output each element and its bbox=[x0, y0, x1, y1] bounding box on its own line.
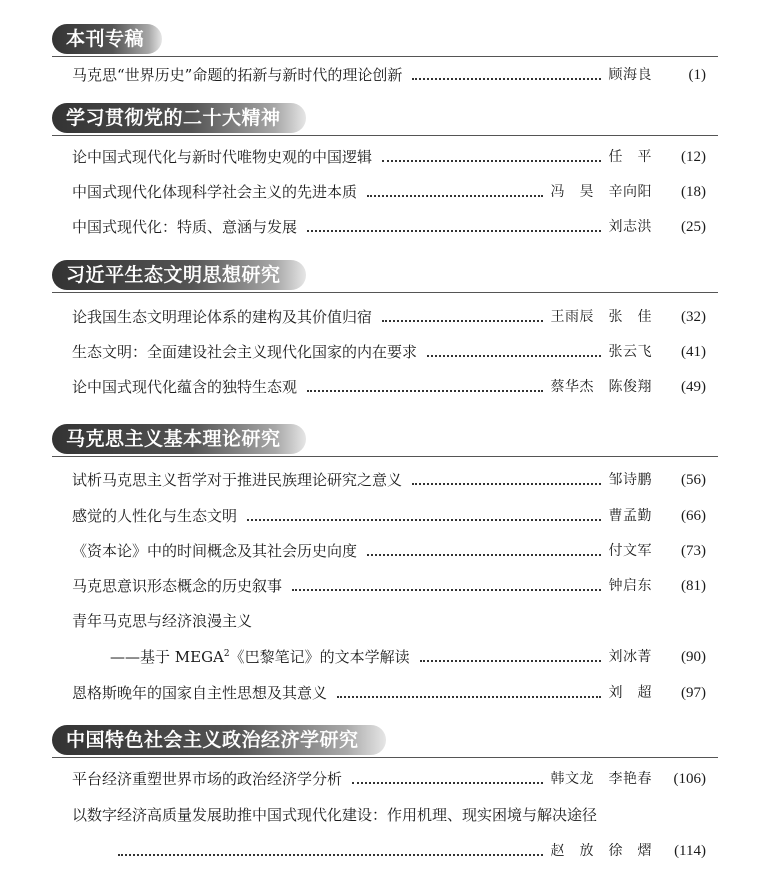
section-divider bbox=[52, 757, 718, 758]
dot-leader bbox=[412, 78, 600, 80]
dot-leader bbox=[307, 390, 542, 392]
dot-leader bbox=[307, 230, 600, 232]
toc-entry[interactable] bbox=[72, 682, 706, 704]
toc-entry[interactable] bbox=[72, 505, 706, 527]
entry-title: 马克思意识形态概念的历史叙事 bbox=[72, 577, 283, 595]
entry-title: 感觉的人性化与生态文明 bbox=[72, 507, 238, 525]
dot-leader bbox=[367, 195, 542, 197]
entry-author: 曹孟勤 bbox=[608, 508, 652, 524]
entry-page: (49) bbox=[681, 379, 706, 395]
entry-title: 中国式现代化体现科学社会主义的先进本质 bbox=[72, 183, 358, 201]
entry-author: 顾海良 bbox=[608, 67, 652, 83]
dot-leader bbox=[352, 782, 542, 784]
entry-author: 任 平 bbox=[608, 149, 652, 165]
section-divider bbox=[52, 456, 718, 457]
toc-entry[interactable] bbox=[72, 469, 706, 491]
entry-title: 中国式现代化：特质、意涵与发展 bbox=[72, 218, 298, 236]
entry-page: (12) bbox=[681, 149, 706, 165]
entry-page: (18) bbox=[681, 184, 706, 200]
entry-page: (41) bbox=[681, 344, 706, 360]
entry-page: (25) bbox=[681, 219, 706, 235]
toc-entry-title-line[interactable] bbox=[72, 804, 706, 826]
toc-entry-leader-line[interactable] bbox=[118, 840, 706, 862]
entry-page: (1) bbox=[688, 67, 706, 83]
entry-author: 赵 放 徐 熠 bbox=[550, 843, 652, 859]
entry-title: 论我国生态文明理论体系的建构及其价值归宿 bbox=[72, 308, 373, 326]
entry-author: 韩文龙 李艳春 bbox=[550, 771, 652, 787]
entry-page: (97) bbox=[681, 685, 706, 701]
entry-author: 张云飞 bbox=[608, 344, 652, 360]
toc-entry[interactable] bbox=[72, 64, 706, 86]
dot-leader bbox=[118, 854, 543, 856]
dot-leader bbox=[337, 696, 600, 698]
toc-entry[interactable] bbox=[72, 306, 706, 328]
toc-entry-subtitle-line[interactable] bbox=[110, 646, 706, 668]
entry-author: 刘志洪 bbox=[608, 219, 652, 235]
section-header-political-economy: 中国特色社会主义政治经济学研究 bbox=[52, 725, 386, 755]
entry-page: (32) bbox=[681, 309, 706, 325]
entry-title: 生态文明：全面建设社会主义现代化国家的内在要求 bbox=[72, 343, 418, 361]
entry-title: 以数字经济高质量发展助推中国式现代化建设：作用机理、现实困境与解决途径 bbox=[72, 806, 598, 824]
entry-page: (114) bbox=[674, 843, 706, 859]
entry-title: 论中国式现代化与新时代唯物史观的中国逻辑 bbox=[72, 148, 373, 166]
entry-title: 马克思“世界历史”命题的拓新与新时代的理论创新 bbox=[72, 66, 403, 84]
entry-author: 冯 昊 辛向阳 bbox=[550, 184, 652, 200]
toc-entry-title-line[interactable] bbox=[72, 610, 706, 632]
section-divider bbox=[52, 292, 718, 293]
entry-author: 钟启东 bbox=[608, 578, 652, 594]
entry-title: 试析马克思主义哲学对于推进民族理论研究之意义 bbox=[72, 471, 403, 489]
entry-title: 恩格斯晚年的国家自主性思想及其意义 bbox=[72, 684, 328, 702]
toc-entry[interactable] bbox=[72, 181, 706, 203]
toc-entry[interactable] bbox=[72, 575, 706, 597]
entry-author: 刘冰菁 bbox=[608, 649, 652, 665]
entry-author: 付文军 bbox=[608, 543, 652, 559]
entry-title: 平台经济重塑世界市场的政治经济学分析 bbox=[72, 770, 343, 788]
entry-page: (66) bbox=[681, 508, 706, 524]
entry-title: 论中国式现代化蕴含的独特生态观 bbox=[72, 378, 298, 396]
section-divider bbox=[52, 56, 718, 57]
subtitle-superscript: 2 bbox=[223, 649, 230, 659]
entry-title: 《资本论》中的时间概念及其社会历史向度 bbox=[72, 542, 358, 560]
entry-page: (106) bbox=[673, 771, 706, 787]
entry-author: 蔡华杰 陈俊翔 bbox=[550, 379, 652, 395]
entry-author: 邹诗鹏 bbox=[608, 472, 652, 488]
dot-leader bbox=[420, 660, 601, 662]
dot-leader bbox=[382, 320, 542, 322]
dot-leader bbox=[247, 519, 600, 521]
toc-entry[interactable] bbox=[72, 341, 706, 363]
entry-title: 青年马克思与经济浪漫主义 bbox=[72, 612, 253, 630]
entry-page: (90) bbox=[681, 649, 706, 665]
subtitle-prefix: ——基于 MEGA bbox=[110, 648, 224, 666]
entry-subtitle bbox=[110, 646, 410, 668]
dot-leader bbox=[382, 160, 600, 162]
subtitle-rest: 《巴黎笔记》的文本学解读 bbox=[229, 648, 410, 666]
toc-entry[interactable] bbox=[72, 216, 706, 238]
section-header-ecological-civilization: 习近平生态文明思想研究 bbox=[52, 260, 306, 290]
entry-page: (73) bbox=[681, 543, 706, 559]
entry-page: (81) bbox=[681, 578, 706, 594]
section-header-special-feature: 本刊专稿 bbox=[52, 24, 162, 54]
dot-leader bbox=[427, 355, 600, 357]
toc-entry[interactable] bbox=[72, 540, 706, 562]
toc-entry[interactable] bbox=[72, 768, 706, 790]
section-header-basic-theory: 马克思主义基本理论研究 bbox=[52, 424, 306, 454]
dot-leader bbox=[292, 589, 600, 591]
entry-author: 王雨辰 张 佳 bbox=[550, 309, 652, 325]
dot-leader bbox=[412, 483, 600, 485]
section-divider bbox=[52, 135, 718, 136]
entry-author: 刘 超 bbox=[608, 685, 652, 701]
section-header-twentieth-congress: 学习贯彻党的二十大精神 bbox=[52, 103, 306, 133]
dot-leader bbox=[367, 554, 600, 556]
toc-entry[interactable] bbox=[72, 146, 706, 168]
toc-entry[interactable] bbox=[72, 376, 706, 398]
entry-page: (56) bbox=[681, 472, 706, 488]
